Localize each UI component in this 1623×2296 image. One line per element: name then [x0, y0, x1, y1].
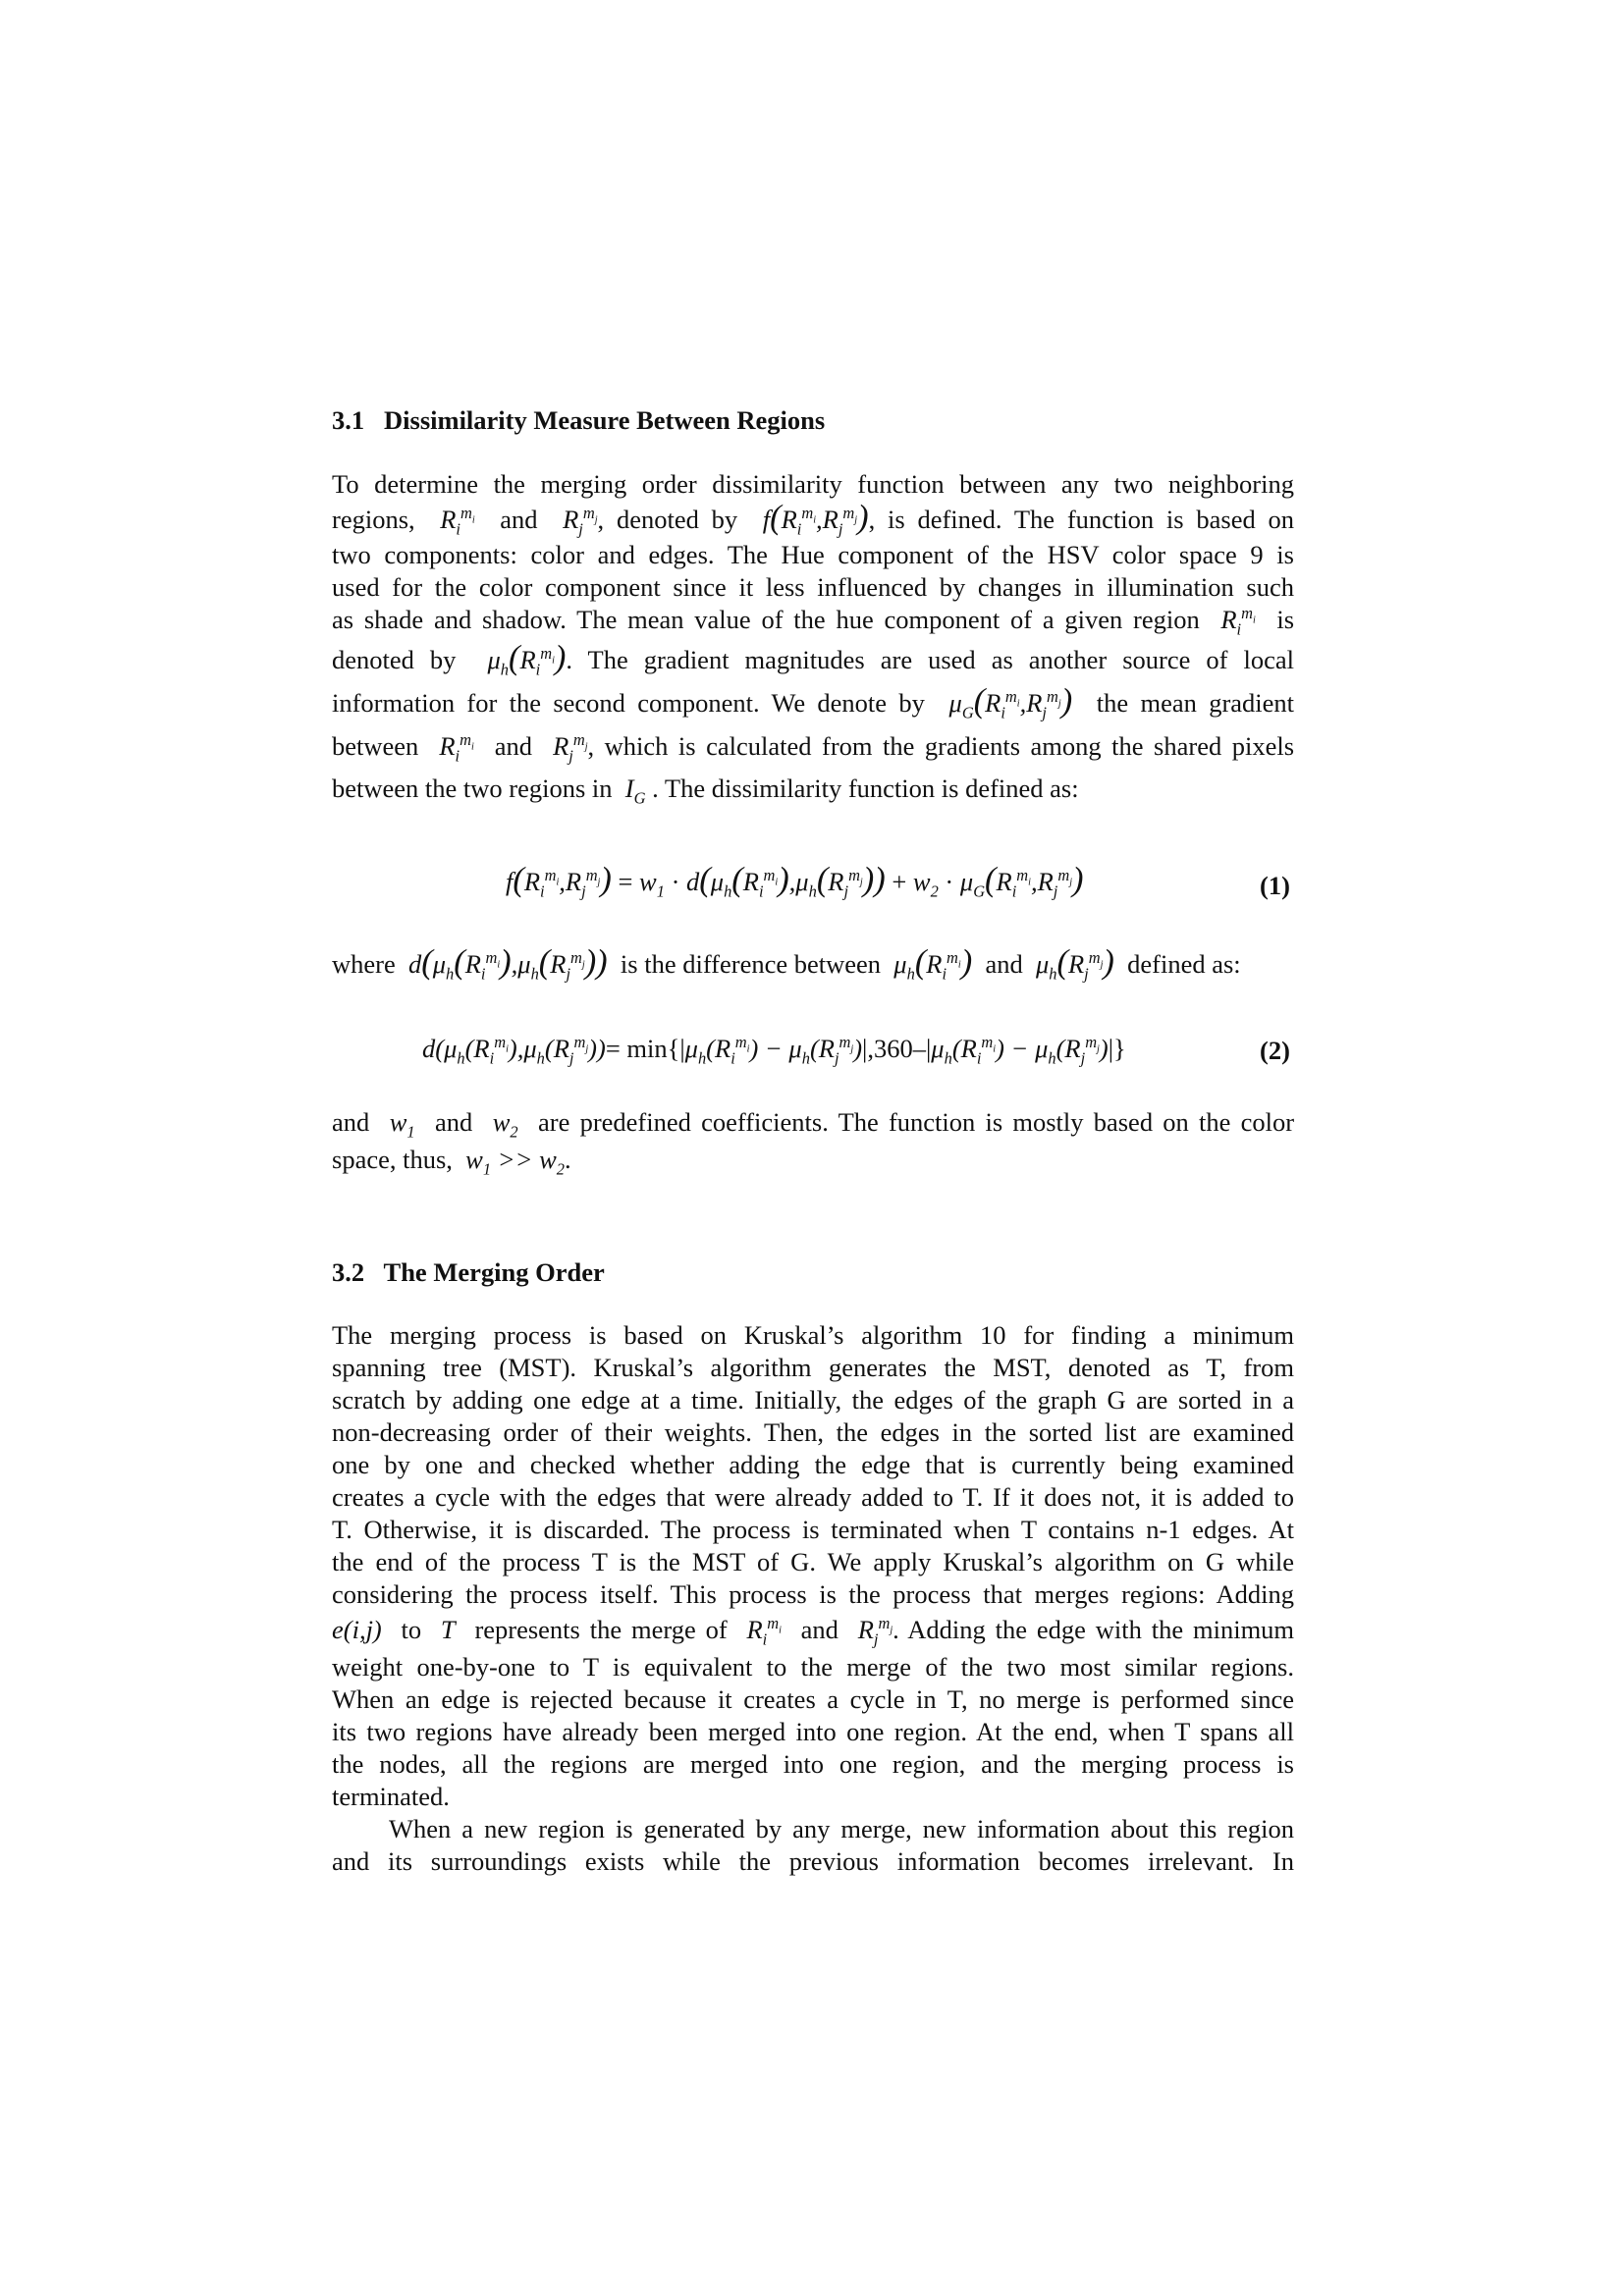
- math-region-rj: $R_j^{m_j}$: [553, 730, 588, 766]
- text-line: T. Otherwise, it is discarded. The process is terminated when T contains n-1 edges. At: [332, 1515, 1294, 1544]
- math-region-ri: $R_i^{m_i}$: [440, 504, 475, 539]
- math-region-ri: $R_i^{m_i}$: [439, 730, 474, 766]
- math-w1-gg-w2: $w_1 >> w_2$: [465, 1145, 565, 1179]
- equation-number-2: (2): [1260, 1036, 1290, 1065]
- text-line-information: information for the second component. We denote by $\mu_G(R_i^{m_i},R_j^{m_j})$ the mean gradient: [332, 682, 1295, 722]
- text-line: When a new region is generated by any merge, new information about this region: [389, 1814, 1294, 1843]
- text-line: scratch by adding one edge at a time. Initially, the edges of the graph G are sorted in a: [332, 1385, 1294, 1415]
- text-line: non-decreasing order of their weights. Then, the edges in the sorted list are examined: [332, 1417, 1294, 1447]
- where-line: where $d(\mu_h(R_i^{m_i}),\mu_h(R_j^{m_j}))$ is the difference between $\mu_h(R_i^{m_i})$ and $\mu_h(R_j^{m_j})$ defined as:: [332, 943, 1241, 984]
- text-line-regions: regions, $R_i^{m_i}$ and $R_j^{m_j}$, denoted by $f(R_i^{m_i},R_j^{m_j})$, is defined. The function is based on: [332, 499, 1295, 539]
- text-line: the end of the process T is the MST of G. We apply Kruskal’s algorithm on G while: [332, 1547, 1294, 1576]
- equation-1: $f(R_i^{m_i},R_j^{m_j}) = w_1 \cdot d(\mu_h(R_i^{m_i}),\mu_h(R_j^{m_j})) + w_2 \cdot \mu_G(R_i^{m_i},R_j^{m_j})$: [506, 861, 1084, 901]
- math-region-ri: $R_i^{m_i}$: [746, 1614, 782, 1649]
- text-line: two components: color and edges. The Hue component of the HSV color space 9 is: [332, 540, 1294, 569]
- paragraph-coefficients: and $w_1$ and $w_2$ are predefined coefficients. The function is mostly based on the color space, thus, $w_1 >> w_2$.: [332, 1107, 1295, 1179]
- text-line: and its surroundings exists while the previous information becomes irrelevant. In: [332, 1846, 1294, 1876]
- text-line: its two regions have already been merged into one region. At the end, when T spans all: [332, 1717, 1294, 1746]
- math-mu-h-ri: $\mu_h(R_i^{m_i})$: [893, 943, 973, 984]
- text-line-ig: between the two regions in $I_G$ . The dissimilarity function is defined as:: [332, 774, 1079, 808]
- math-mu-g-ri-rj: $\mu_G(R_i^{m_i},R_j^{m_j})$: [948, 682, 1073, 722]
- paragraph-dissimilarity: [332, 468, 1295, 808]
- equation-2: $d(\mu_h(R_i^{m_i}),\mu_h(R_j^{m_j}))= \min\{|\mu_h(R_i^{m_i}) - \mu_h(R_j^{m_j})|,360-|\mu_h(R_i^{m_i}) - \mu_h(R_j^{m_j})|\}$: [422, 1033, 1126, 1068]
- section-heading-3-2: 3.2 The Merging Order: [332, 1257, 605, 1287]
- text-line: The merging process is based on Kruskal’s algorithm 10 for finding a minimum: [332, 1320, 1294, 1350]
- math-w2: $w_2$: [492, 1107, 518, 1142]
- text-line: weight one-by-one to T is equivalent to the merge of the two most similar regions.: [332, 1652, 1294, 1682]
- text-line-region-hue: as shade and shadow. The mean value of the hue component of a given region $R_i^{m_i}$ is: [332, 604, 1295, 639]
- text-line: To determine the merging order dissimilarity function between any two neighboring: [332, 469, 1294, 499]
- math-mu-h-ri: $\mu_h(R_i^{m_i})$: [487, 639, 567, 679]
- text-line-between: between $R_i^{m_i}$ and $R_j^{m_j}$, which is calculated from the gradients among the shared pixels: [332, 730, 1295, 766]
- math-region-ri: $R_i^{m_i}$: [1220, 604, 1256, 639]
- text-line-denoted: denoted by $\mu_h(R_i^{m_i})$. The gradient magnitudes are used as another source of local: [332, 639, 1295, 679]
- math-f-ri-rj: $f(R_i^{m_i},R_j^{m_j})$: [762, 499, 869, 539]
- text-line: considering the process itself. This process is the process that merges regions: Adding: [332, 1579, 1294, 1609]
- text-line: When an edge is rejected because it creates a cycle in T, no merge is performed since: [332, 1684, 1294, 1714]
- math-ig: $I_G$: [624, 774, 646, 808]
- text-line: one by one and checked whether adding the edge that is currently being examined: [332, 1450, 1294, 1479]
- math-mu-h-rj: $\mu_h(R_j^{m_j})$: [1035, 943, 1114, 984]
- paragraph-merging: [332, 1319, 1294, 1878]
- math-d-mu: $d(\mu_h(R_i^{m_i}),\mu_h(R_j^{m_j}))$: [408, 943, 608, 984]
- text-line: terminated.: [332, 1782, 450, 1811]
- text-line: spanning tree (MST). Kruskal’s algorithm generates the MST, denoted as T, from: [332, 1353, 1294, 1382]
- equation-number-1: (1): [1260, 871, 1290, 900]
- text-line: creates a cycle with the edges that were already added to T. If it does not, it is added to: [332, 1482, 1294, 1512]
- math-w1: $w_1$: [389, 1107, 415, 1142]
- math-region-rj: $R_j^{m_j}$: [857, 1614, 893, 1649]
- text-line-merge: e(i,j) to T represents the merge of $R_i^{m_i}$ and $R_j^{m_j}$. Adding the edge with the minimum: [332, 1614, 1295, 1649]
- section-heading-3-1: 3.1 Dissimilarity Measure Between Regions: [332, 405, 826, 435]
- math-region-rj: $R_j^{m_j}$: [563, 504, 598, 539]
- text-line: used for the color component since it less influenced by changes in illumination such: [332, 572, 1294, 602]
- text-line: the nodes, all the regions are merged into one region, and the merging process is: [332, 1749, 1294, 1779]
